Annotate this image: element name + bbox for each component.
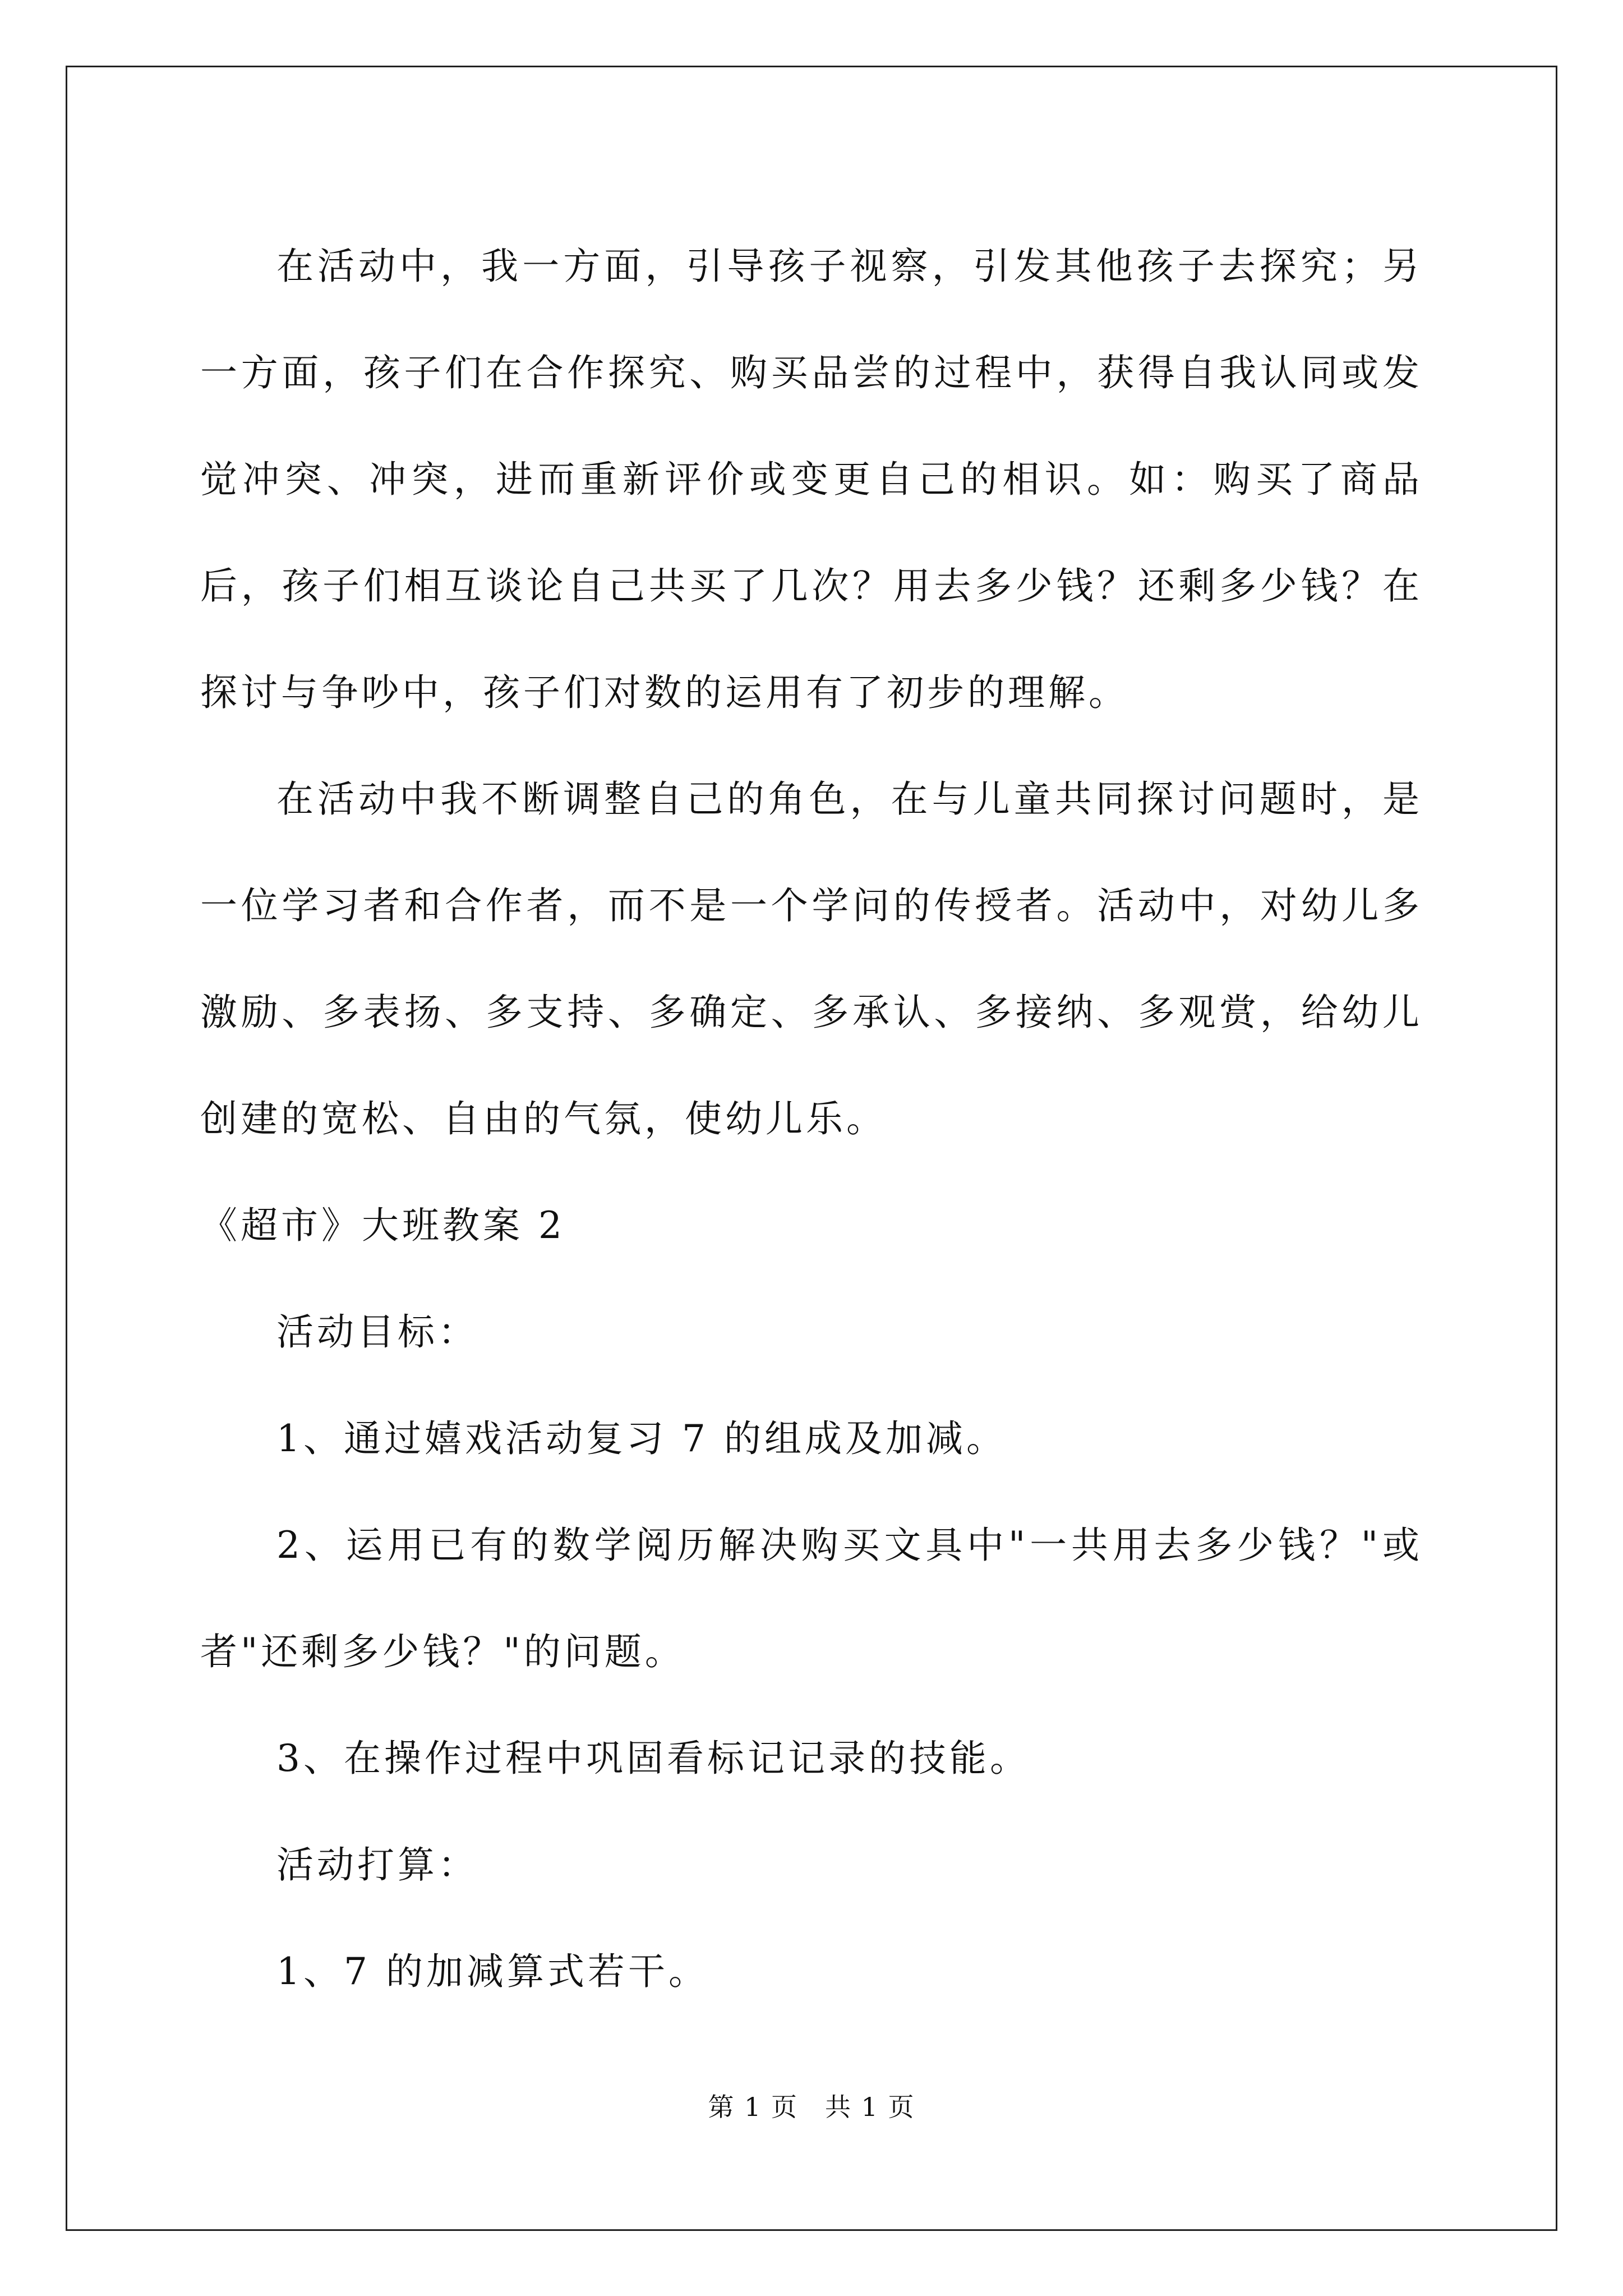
goals-label: 活动目标： bbox=[276, 1310, 478, 1354]
page-number-footer: 第 1 页 共 1 页 bbox=[708, 2092, 915, 2122]
goal-item-2: 2、运用已有的数学阅历解决购买文具中"一共用去多少钱？"或者"还剩多少钱？"的问题。 bbox=[200, 1524, 1423, 1673]
goal-item-1: 1、通过嬉戏活动复习 7 的组成及加减。 bbox=[276, 1417, 1007, 1460]
paragraph-reflection-2: 在活动中我不断调整自己的角色，在与儿童共同探讨问题时，是一位学习者和合作者，而不是一个学问的传授者。活动中，对幼儿多激励、多表扬、多支持、多确定、多承认、多接纳、多观赏，给幼儿创建的宽松、自由的气氛，使幼儿乐。 bbox=[200, 777, 1423, 1140]
goal-item-3: 3、在操作过程中巩固看标记记录的技能。 bbox=[276, 1737, 1030, 1780]
document-body bbox=[200, 213, 1423, 2025]
paragraph-reflection-1: 在活动中，我一方面，引导孩子视察，引发其他孩子去探究；另一方面，孩子们在合作探究、购买品尝的过程中，获得自我认同或发觉冲突、冲突，进而重新评价或变更自己的相识。如：购买了商品后，孩子们相互谈论自己共买了几次？用去多少钱？还剩多少钱？在探讨与争吵中，孩子们对数的运用有了初步的理解。 bbox=[200, 245, 1423, 714]
section-title: 《超市》大班教案 2 bbox=[200, 1204, 565, 1247]
prep-label: 活动打算： bbox=[276, 1843, 478, 1887]
prep-item-1: 1、7 的加减算式若干。 bbox=[276, 1950, 709, 1993]
